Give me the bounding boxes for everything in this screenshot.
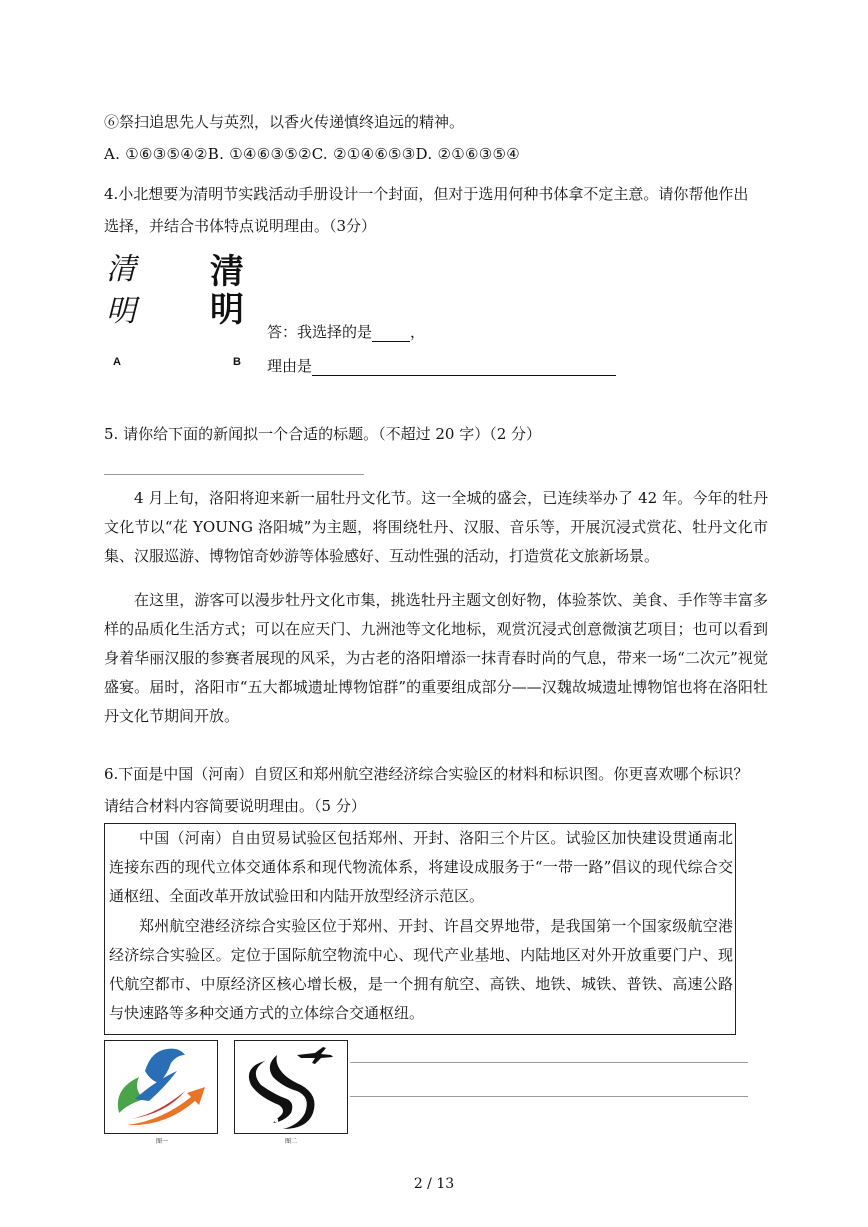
q6-answer-line-1[interactable] bbox=[350, 1062, 748, 1063]
material-box bbox=[104, 823, 736, 1035]
answer-choice-suffix: ， bbox=[410, 323, 426, 341]
q4-reason bbox=[267, 356, 616, 376]
q5-answer-line[interactable] bbox=[104, 474, 364, 475]
material-paragraph-1: 中国（河南）自由贸易试验区包括郑州、开封、洛阳三个片区。试验区加快建设贯通南北连接东西的现代立体交通体系和现代物流体系，将建设成服务于“一带一路”倡议的现代综合交通枢纽、全面改革开放试验田和内陆开放型经济示范区。 bbox=[109, 829, 733, 905]
q6-prompt-line2: 请结合材料内容简要说明理由。（5 分） bbox=[104, 797, 366, 815]
figure-1-logo bbox=[104, 1040, 218, 1134]
calligraphy-sample-a bbox=[106, 252, 140, 330]
sample-a-char1: 清 bbox=[106, 252, 136, 287]
answer-choice-blank[interactable] bbox=[372, 327, 410, 342]
q3-item-6: ⑥祭扫追思先人与英烈，以香火传递慎终追远的精神。 bbox=[104, 113, 465, 131]
sample-b-label: B bbox=[233, 356, 241, 368]
page-number: 2 / 13 bbox=[413, 1176, 455, 1192]
calligraphy-sample-b bbox=[210, 254, 250, 328]
figure-2-logo bbox=[234, 1040, 348, 1134]
reason-blank[interactable] bbox=[312, 361, 616, 376]
q5-prompt: 5. 请你给下面的新闻拟一个合适的标题。（不超过 20 字）（2 分） bbox=[104, 425, 542, 443]
figure-1-caption: 图一 bbox=[156, 1138, 169, 1145]
answer-choice-prefix: 答：我选择的是 bbox=[267, 323, 373, 341]
q3-options: A. ①⑥③⑤④②B. ①④⑥③⑤②C. ②①④⑥⑤③D. ②①⑥③⑤④ bbox=[104, 145, 520, 163]
q6-answer-line-2[interactable] bbox=[350, 1096, 748, 1097]
figure-2-caption: 图二 bbox=[285, 1138, 298, 1145]
q4-answer-choice bbox=[267, 322, 425, 342]
sample-a-char2: 明 bbox=[106, 294, 136, 329]
q6-prompt-line1: 6.下面是中国（河南）自贸区和郑州航空港经济综合实验区的材料和标识图。你更喜欢哪个标识？ bbox=[104, 765, 749, 783]
sample-b-char2: 明 bbox=[210, 290, 244, 330]
material-paragraph-2: 郑州航空港经济综合实验区位于郑州、开封、许昌交界地带，是我国第一个国家级航空港经济综合实验区。定位于国际航空物流中心、现代产业基地、内陆地区对外开放重要门户、现代航空都市、中原经济区核心增长极，是一个拥有航空、高铁、地铁、城铁、普铁、高速公路与快速路等多种交通方式的立体综合交通枢纽。 bbox=[109, 917, 733, 1022]
airport-zone-logo-icon bbox=[235, 1041, 347, 1133]
q4-prompt-line2: 选择，并结合书体特点说明理由。（3分） bbox=[104, 217, 377, 235]
news-paragraph-2: 在这里，游客可以漫步牡丹文化市集，挑选牡丹主题文创好物，体验茶饮、美食、手作等丰富多样的品质化生活方式；可以在应天门、九洲池等文化地标，观赏沉浸式创意微演艺项目；也可以看到身着华丽汉服的参赛者展现的风采，为古老的洛阳增添一抹青春时尚的气息，带来一场“二次元”视觉盛宴。届时，洛阳市“五大都城遗址博物馆群”的重要组成部分——汉魏故城遗址博物馆也将在洛阳牡丹文化节期间开放。 bbox=[104, 591, 768, 725]
reason-prefix: 理由是 bbox=[267, 357, 313, 375]
sample-a-label: A bbox=[113, 356, 121, 368]
sample-b-char1: 清 bbox=[210, 252, 244, 292]
free-trade-zone-logo-icon bbox=[105, 1041, 217, 1133]
news-paragraph-1: 4 月上旬，洛阳将迎来新一届牡丹文化节。这一全城的盛会，已连续举办了 42 年。今年的牡丹文化节以“花 YOUNG 洛阳城”为主题，将围绕牡丹、汉服、音乐等，开展沉浸式赏花、牡丹文化市集、汉服巡游、博物馆奇妙游等体验感好、互动性强的活动，打造赏花文旅新场景。 bbox=[104, 489, 768, 565]
q4-prompt-line1: 4.小北想要为清明节实践活动手册设计一个封面，但对于选用何种书体拿不定主意。请你帮他作出 bbox=[104, 185, 749, 203]
